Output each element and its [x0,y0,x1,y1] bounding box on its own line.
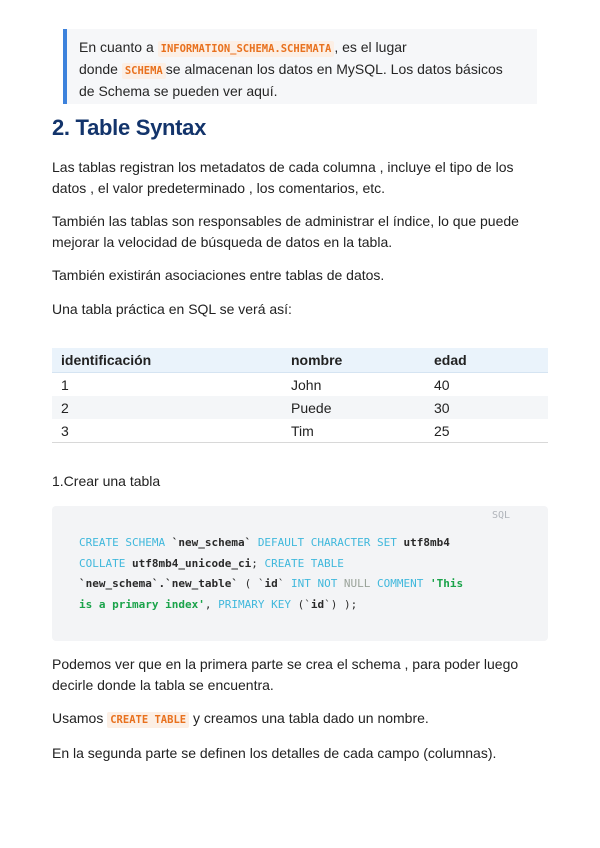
callout-text: se almacenan los datos en MySQL. Los datos básicos [165,61,503,77]
sql-keyword: CREATE TABLE [264,556,344,570]
sql-keyword: CREATE SCHEMA [79,536,166,549]
section-heading: 2. Table Syntax [52,115,207,140]
callout-text: donde [79,61,122,77]
paragraph-text: Usamos [52,710,108,726]
paragraph-line: Las tablas registran los metadatos de cada columna , incluye el tipo de los [52,159,514,175]
sql-identifier: utf8mb4 [396,536,450,549]
paragraph-create-table [52,708,552,731]
column-header-id: identificación [52,348,282,373]
inline-code-schema: SCHEMA [122,63,166,79]
table-row [52,396,548,419]
paragraph-example-intro: Una tabla práctica en SQL se verá así: [52,301,292,317]
paragraph-line: También las tablas son responsables de administrar el índice, lo que puede [52,213,519,229]
table-cell: 25 [425,419,548,443]
sql-punctuation: ( ` [237,577,265,590]
table-row [52,373,548,397]
inline-code-create-table: CREATE TABLE [107,712,189,728]
column-header-age: edad [425,348,548,373]
table-cell: 30 [425,396,548,419]
table-cell: Tim [282,419,425,443]
callout-text: En cuanto a [79,39,158,55]
sql-identifier: id [264,577,278,590]
table-cell: John [291,376,322,393]
inline-code-schemata: INFORMATION_SCHEMA.SCHEMATA [158,41,335,57]
callout-text: de Schema se pueden ver aquí. [79,83,278,99]
paragraph-line: mejorar la velocidad de búsqueda de datos en la tabla. [52,234,393,250]
paragraph-columns: En la segunda parte se definen los detalles de cada campo (columnas). [52,745,497,761]
sql-keyword: COMMENT [370,577,424,590]
sql-punctuation: (` [290,597,311,611]
sql-identifier: `new_schema` [165,536,258,549]
sql-punctuation: ; [251,556,265,570]
code-language-label: SQL [491,510,510,521]
sql-keyword: PRIMARY KEY [218,597,291,611]
table-cell: 1 [61,376,69,393]
column-header-name: nombre [282,348,425,373]
info-callout [63,29,537,104]
sql-string: 'This [423,577,464,590]
sql-punctuation: ` [277,577,291,590]
paragraph-associations: También existirán asociaciones entre tablas de datos. [52,267,385,283]
sql-identifier: `new_schema`.`new_table` [79,577,238,590]
sql-punctuation: `) ); [324,597,358,611]
paragraph-line: Podemos ver que en la primera parte se crea el schema , para poder luego [52,656,519,672]
sql-punctuation: , [204,597,219,611]
sql-identifier: utf8mb4_unicode_ci [125,556,252,570]
table-cell: 40 [434,376,450,393]
paragraph-index [52,211,552,253]
table-row [52,419,548,443]
sql-identifier: id [310,597,325,611]
sql-code [79,533,463,615]
sql-keyword: DEFAULT CHARACTER SET [257,536,397,549]
table-cell: 2 [52,396,282,419]
paragraph-line: decirle donde la tabla se encuentra. [52,677,274,693]
table-header-row [52,348,548,373]
sql-keyword: COLLATE [79,556,126,570]
callout-text: , es el lugar [334,39,407,55]
example-table [52,348,548,443]
paragraph-schema-explained [52,654,552,696]
paragraph-line: datos , el valor predeterminado , los comentarios, etc. [52,180,386,196]
sql-code-block[interactable] [52,506,548,641]
paragraph-metadata [52,157,552,199]
sql-null: NULL [337,577,371,590]
sql-string: is a primary index' [79,597,205,611]
paragraph-text: y creamos una tabla dado un nombre. [189,710,429,726]
table-cell: Puede [282,396,425,419]
table-cell: 3 [52,419,282,443]
step-label: 1.Crear una tabla [52,473,161,489]
sql-keyword: INT NOT [290,577,338,590]
